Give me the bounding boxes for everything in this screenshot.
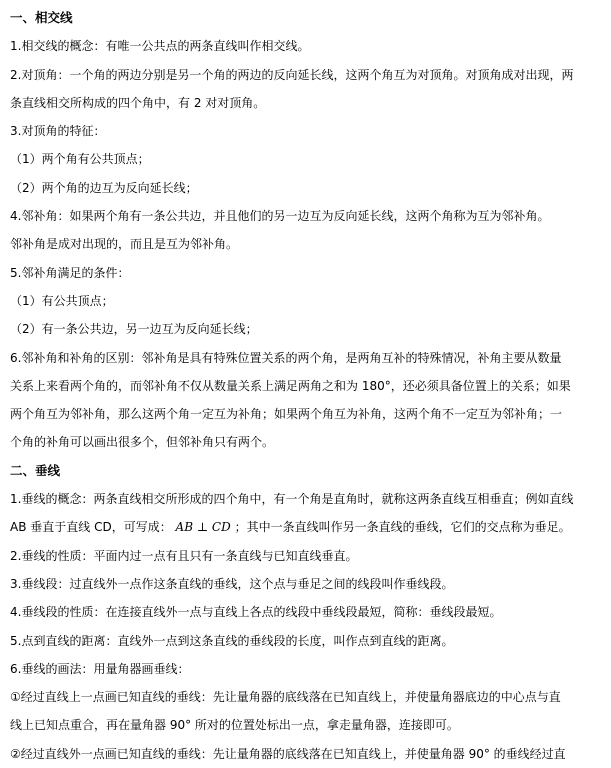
perp-para-1a: 1.垂线的概念：两条直线相交所形成的四个角中，有一个角是直角时，就称这两条直线互相垂直；例如直线 (10, 492, 574, 507)
heading-perpendicular-lines: 二、垂线 (10, 462, 61, 478)
heading-intersecting-lines: 一、相交线 (10, 10, 73, 25)
para-5-item-1: （1）有公共顶点； (10, 293, 114, 308)
perp-para-3: 3.垂线段：过直线外一点作这条直线的垂线，这个点与垂足之间的线段叫作垂线段。 (10, 576, 454, 591)
para-1: 1.相交线的概念：有唯一公共点的两条直线叫作相交线。 (10, 39, 310, 54)
perp-para-6: 6.垂线的画法：用量角器画垂线： (10, 661, 190, 676)
perp-para-6-item-1b: 线上已知点重合，再在量角器 90° 所对的位置处标出一点，拿走量角器，连接即可。 (10, 718, 459, 733)
perp-para-1b-lead: AB 垂直于直线 CD，可写成： (10, 520, 172, 535)
para-6a: 6.邻补角和补角的区别：邻补角是具有特殊位置关系的两个角，是两角互补的特殊情况，补角主要从数量 (10, 350, 562, 365)
perp-para-2: 2.垂线的性质：平面内过一点有且只有一条直线与已知直线垂直。 (10, 548, 358, 563)
para-4a: 4.邻补角：如果两个角有一条公共边，并且他们的另一边互为反向延长线，这两个角称为互为邻补角。 (10, 209, 550, 224)
perp-para-1b-tail: ；其中一条直线叫作另一条直线的垂线，它们的交点称为垂足。 (234, 520, 571, 535)
para-3: 3.对顶角的特征： (10, 124, 106, 139)
para-3-item-2: （2）两个角的边互为反向延长线； (10, 180, 198, 195)
para-3-item-1: （1）两个角有公共顶点； (10, 152, 150, 167)
perp-para-4: 4.垂线段的性质：在连接直线外一点与直线上各点的线段中垂线段最短，简称：垂线段最短。 (10, 605, 502, 620)
para-6d: 个角的补角可以画出很多个，但邻补角只有两个。 (10, 435, 275, 450)
perp-para-1b (10, 513, 603, 541)
para-2b: 条直线相交所构成的四个角中，有 2 对对顶角。 (10, 95, 266, 110)
para-4b: 邻补角是成对出现的，而且是互为邻补角。 (10, 237, 239, 252)
para-6b: 关系上来看两个角的，而邻补角不仅从数量关系上满足两角之和为 180°，还必须具备位置上的关系；如果 (10, 378, 571, 393)
para-5-item-2: （2）有一条公共边，另一边互为反向延长线； (10, 322, 258, 337)
perp-para-6-item-2: ②经过直线外一点画已知直线的垂线：先让量角器的底线落在已知直线上，并使量角器 90° 的垂线经过直 (10, 746, 566, 761)
perpendicular-formula: AB ⊥ CD (175, 520, 231, 535)
perp-para-5: 5.点到直线的距离：直线外一点到这条直线的垂线段的长度，叫作点到直线的距离。 (10, 633, 454, 648)
perp-para-6-item-1a: ①经过直线上一点画已知直线的垂线：先让量角器的底线落在已知直线上，并使量角器底边的中心点与直 (10, 690, 561, 705)
para-2a: 2.对顶角：一个角的两边分别是另一个角的两边的反向延长线，这两个角互为对顶角。对顶角成对出现，两 (10, 67, 574, 82)
para-6c: 两个角互为邻补角，那么这两个角一定互为补角；如果两个角互为补角，这两个角不一定互为邻补角；一 (10, 407, 563, 422)
para-5: 5.邻补角满足的条件： (10, 265, 130, 280)
